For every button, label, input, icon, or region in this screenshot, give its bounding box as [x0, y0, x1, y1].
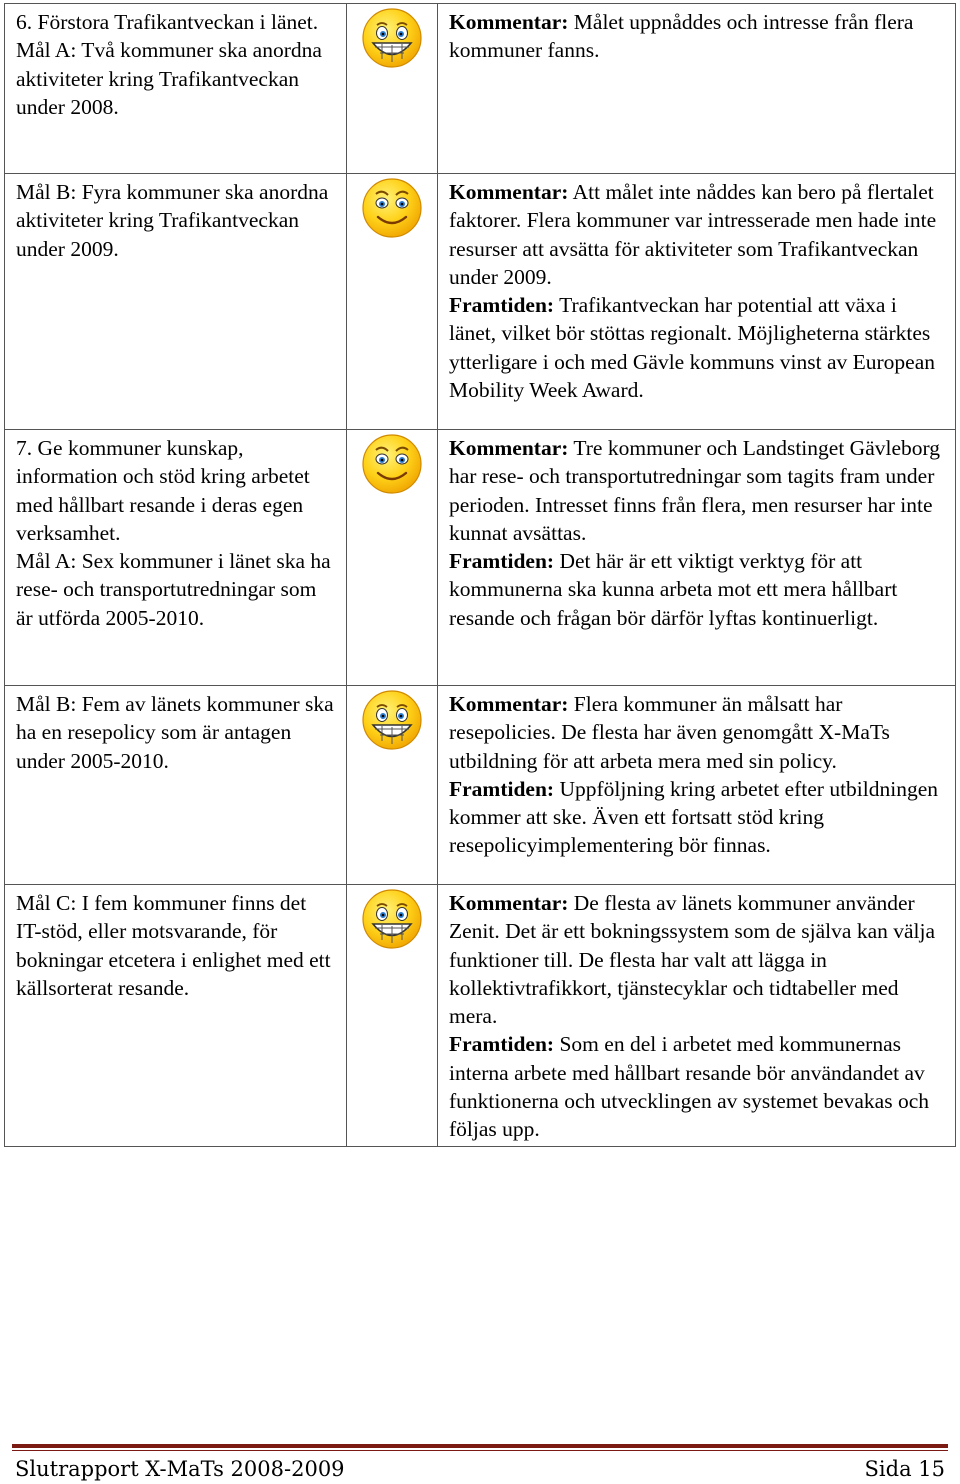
comment-cell [438, 4, 956, 174]
comment-cell [438, 686, 956, 885]
future-label: Framtiden: [449, 549, 555, 574]
status-cell [347, 4, 438, 174]
comment-text: Kommentar: Tre kommuner och Landstinget Gävleborg har rese- och transportutredningar som tagits fram under perioden. Intresset finns från flera, men resurser har inte kunnat avsättas. [449, 436, 941, 545]
goal-text: 7. Ge kommuner kunskap, information och stöd kring arbetet med hållbart resande i deras egen verksamhet. [16, 436, 310, 545]
future-label: Framtiden: [449, 1032, 555, 1057]
comment-text: Kommentar: Målet uppnåddes och intresse från flera kommuner fanns. [449, 10, 914, 63]
future-label: Framtiden: [449, 776, 555, 801]
footer-rule [12, 1444, 948, 1448]
future-label: Framtiden: [449, 293, 555, 318]
status-cell [347, 174, 438, 430]
status-cell [347, 885, 438, 1147]
status-cell [347, 430, 438, 686]
table-row [5, 430, 956, 686]
goal-cell [5, 174, 347, 430]
footer-rule-thin [12, 1450, 948, 1451]
comment-cell [438, 174, 956, 430]
smiling-smiley-icon [360, 432, 424, 496]
smiling-smiley-icon [360, 176, 424, 240]
goal-cell [5, 430, 347, 686]
goal-cell [5, 885, 347, 1147]
table-row [5, 174, 956, 430]
goal-cell [5, 4, 347, 174]
future-text: Framtiden: Som en del i arbetet med kommunernas interna arbete med hållbart resande bör användandet av funktionerna och utvecklingen av systemet bevakas och följas upp. [449, 1032, 930, 1142]
page-number: Sida 15 [864, 1457, 945, 1481]
grinning-smiley-icon [360, 887, 424, 951]
comment-cell [438, 885, 956, 1147]
comment-label: Kommentar: [449, 692, 569, 716]
comment-label: Kommentar: [449, 891, 569, 915]
future-text: Framtiden: Uppföljning kring arbetet efter utbildningen kommer att ske. Även ett fortsatt stöd kring resepolicyimplementering bör finnas. [449, 776, 939, 858]
grinning-smiley-icon [360, 6, 424, 70]
table-row [5, 4, 956, 174]
comment-text: Kommentar: De flesta av länets kommuner använder Zenit. Det är ett bokningssystem som de själva kan välja funktioner till. De flesta har valt att lägga in kollektivtrafikkort, tjänstecyklar och tidtabeller med mera. [449, 891, 936, 1029]
comment-label: Kommentar: [449, 10, 569, 34]
future-text: Framtiden: Trafikantveckan har potential att växa i länet, vilket bör stöttas regionalt. Möjligheterna stärktes ytterligare i och med Gävle kommuns vinst av European Mobility Week Award. [449, 293, 936, 403]
goal-text: Mål C: I fem kommuner finns det IT-stöd, eller motsvarande, för bokningar etcetera i enlighet med ett källsorterat resande. [16, 891, 331, 1000]
comment-label: Kommentar: [449, 180, 569, 204]
grinning-smiley-icon [360, 688, 424, 752]
evaluation-table [4, 3, 956, 1147]
comment-label: Kommentar: [449, 436, 569, 460]
goal-text: Mål A: Sex kommuner i länet ska ha rese- och transportutredningar som är utförda 2005-2010. [16, 549, 331, 630]
goal-cell [5, 686, 347, 885]
goal-text: Mål A: Två kommuner ska anordna aktiviteter kring Trafikantveckan under 2008. [16, 38, 322, 119]
table-row [5, 686, 956, 885]
comment-text: Kommentar: Flera kommuner än målsatt har resepolicies. De flesta har även genomgått X-MaTs utbildning för att arbeta mera med sin policy. [449, 692, 890, 773]
comment-text: Kommentar: Att målet inte nåddes kan bero på flertalet faktorer. Flera kommuner var intresserade men hade inte resurser att avsätta för aktiviteter som Trafikantveckan under 2009. [449, 180, 937, 289]
status-cell [347, 686, 438, 885]
page-footer [15, 1455, 945, 1483]
goal-text: Mål B: Fyra kommuner ska anordna aktiviteter kring Trafikantveckan under 2009. [16, 180, 329, 261]
table-row [5, 885, 956, 1147]
goal-text: Mål B: Fem av länets kommuner ska ha en resepolicy som är antagen under 2005-2010. [16, 692, 334, 773]
comment-cell [438, 430, 956, 686]
goal-text: 6. Förstora Trafikantveckan i länet. [16, 10, 319, 34]
future-text: Framtiden: Det här är ett viktigt verktyg för att kommunerna ska kunna arbeta mot ett mera hållbart resande och frågan bör därför lyftas kontinuerligt. [449, 549, 898, 630]
footer-title: Slutrapport X-MaTs 2008-2009 [15, 1457, 345, 1481]
